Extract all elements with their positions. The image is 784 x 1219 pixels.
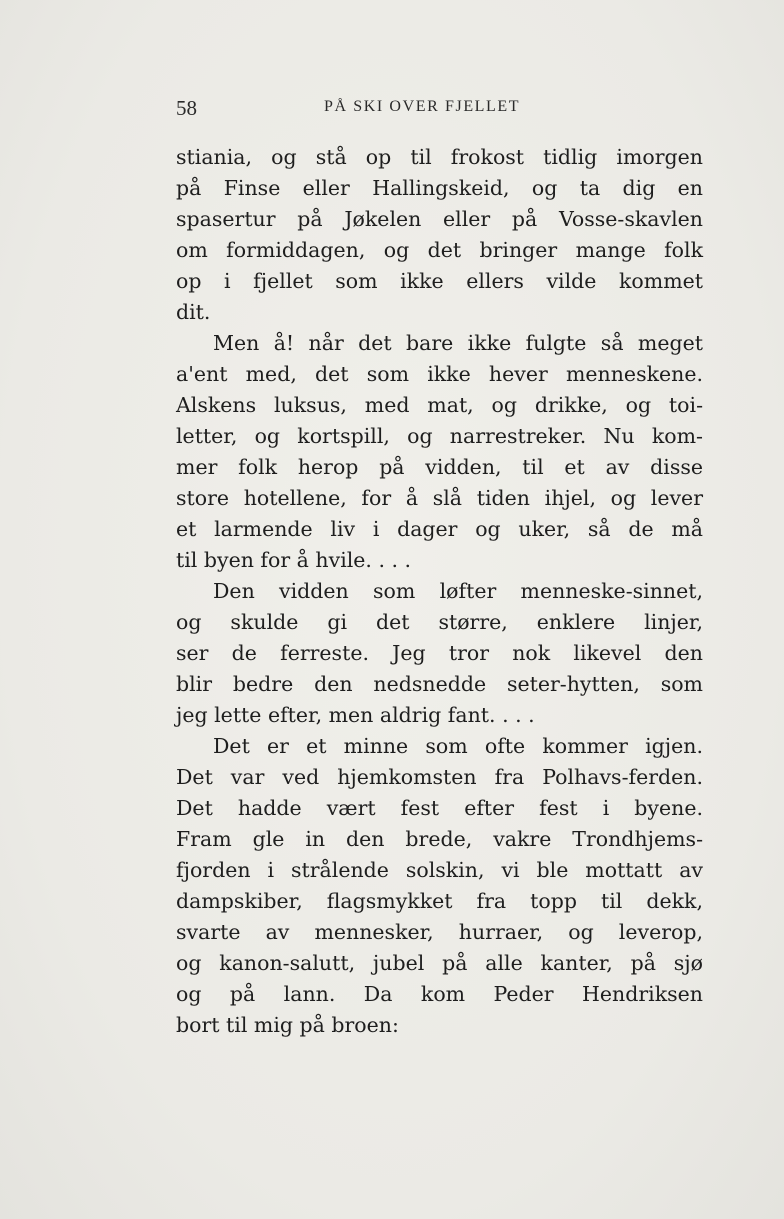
text-line: svarte av mennesker, hurraer, og leverop, (176, 920, 703, 944)
body-text (176, 142, 703, 1041)
text-line: mer folk herop på vidden, til et av disse (176, 455, 703, 479)
text-line: dampskiber, flagsmykket fra topp til dekk, (176, 889, 703, 913)
text-line: fjorden i strålende solskin, vi ble mottatt av (176, 858, 703, 882)
text-line: letter, og kortspill, og narrestreker. Nu kom- (176, 424, 703, 448)
page-number: 58 (176, 96, 197, 120)
text-line: bort til mig på broen: (176, 1013, 399, 1037)
text-line: Det var ved hjemkomsten fra Polhavs-ferden. (176, 765, 703, 789)
text-line: et larmende liv i dager og uker, så de må (176, 517, 703, 541)
text-line: Den vidden som løfter menneske-sinnet, (213, 579, 703, 603)
text-line: Fram gle in den brede, vakre Trondhjems- (176, 827, 703, 851)
text-line: Det hadde vært fest efter fest i byene. (176, 796, 703, 820)
text-line: og på lann. Da kom Peder Hendriksen (176, 982, 703, 1006)
text-line: Alskens luksus, med mat, og drikke, og toi- (176, 393, 703, 417)
text-line: stiania, og stå op til frokost tidlig imorgen (176, 145, 703, 169)
text-line: Det er et minne som ofte kommer igjen. (213, 734, 703, 758)
text-line: spasertur på Jøkelen eller på Vosse-skavlen (176, 207, 703, 231)
text-line: store hotellene, for å slå tiden ihjel, og lever (176, 486, 703, 510)
running-title: PÅ SKI OVER FJELLET (324, 98, 521, 115)
text-line: og skulde gi det større, enklere linjer, (176, 610, 703, 634)
running-head (176, 96, 706, 122)
text-line: blir bedre den nedsnedde seter-hytten, som (176, 672, 703, 696)
text-line: til byen for å hvile. . . . (176, 548, 412, 572)
text-line: jeg lette efter, men aldrig fant. . . . (176, 703, 535, 727)
text-line: ser de ferreste. Jeg tror nok likevel den (176, 641, 703, 665)
text-line: op i fjellet som ikke ellers vilde kommet (176, 269, 703, 293)
text-line: på Finse eller Hallingskeid, og ta dig en (176, 176, 703, 200)
text-line: a'ent med, det som ikke hever menneskene. (176, 362, 703, 386)
text-line: dit. (176, 300, 211, 324)
text-line: Men å! når det bare ikke fulgte så meget (213, 331, 703, 355)
text-line: om formiddagen, og det bringer mange folk (176, 238, 703, 262)
text-line: og kanon-salutt, jubel på alle kanter, på sjø (176, 951, 703, 975)
